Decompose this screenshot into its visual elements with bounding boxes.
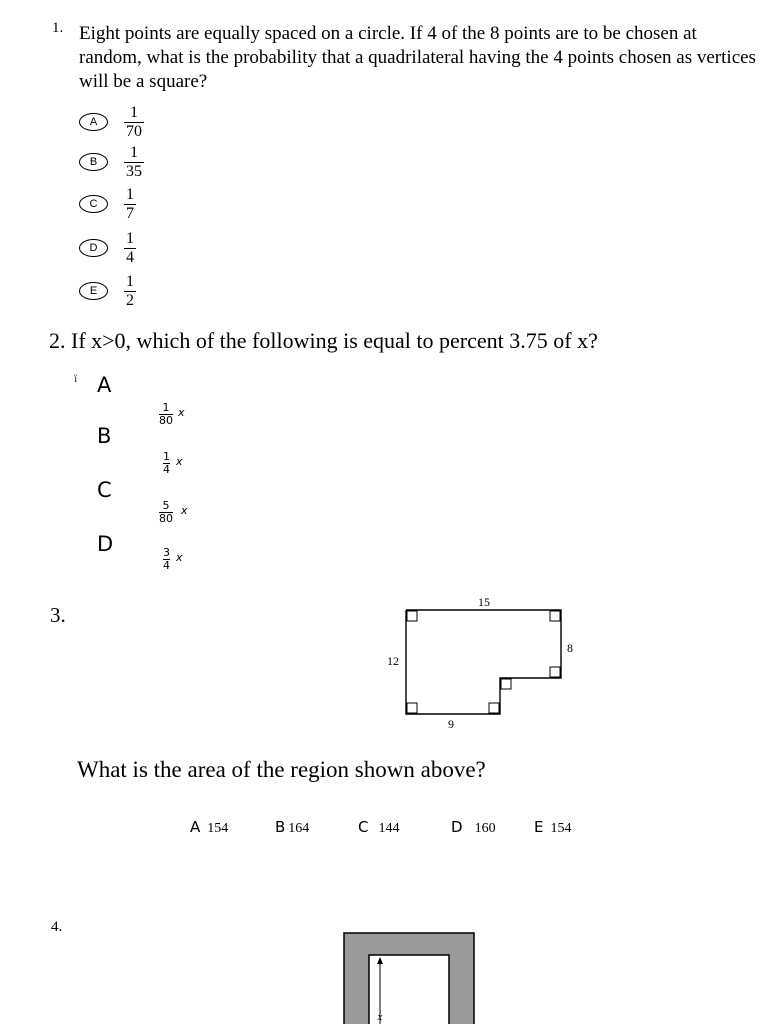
l-shaped-region-figure: [378, 590, 588, 730]
q2-option-d-fraction: 3 4 x: [163, 546, 183, 572]
q2-option-b-fraction: 1 4 x: [163, 450, 183, 476]
answer-bubble[interactable]: B: [79, 153, 108, 171]
q2-option-d-letter[interactable]: D: [97, 532, 114, 556]
q2-option-b-letter[interactable]: B: [97, 424, 112, 448]
q1-option-c[interactable]: [79, 186, 199, 226]
answer-bubble[interactable]: A: [79, 113, 108, 131]
region-outline: [406, 610, 561, 714]
question-4-number: 4.: [51, 919, 63, 935]
dimension-label: x: [377, 1011, 383, 1023]
question-2-text: 2. If x>0, which of the following is equal to percent 3.75 of x?: [49, 328, 598, 353]
q1-option-b[interactable]: [79, 144, 199, 184]
q3-choice-e[interactable]: E 154: [534, 818, 572, 836]
side-label-left: 12: [387, 654, 399, 668]
q2-option-c-letter[interactable]: C: [97, 478, 112, 502]
side-label-bottom: 9: [448, 717, 454, 730]
right-angle-marker: [407, 611, 417, 621]
stray-mark: ï: [74, 371, 78, 385]
frame-figure: [340, 930, 480, 1024]
q3-choice-b[interactable]: B 164: [275, 818, 310, 836]
fraction: $\frac{1}{2}$: [126, 273, 134, 309]
q1-option-d[interactable]: [79, 230, 199, 270]
answer-bubble[interactable]: E: [79, 282, 108, 300]
q2-option-a-letter[interactable]: A: [97, 373, 112, 397]
answer-bubble[interactable]: D: [79, 239, 108, 257]
side-label-top: 15: [478, 595, 490, 609]
fraction: $\frac{1}{70}$: [126, 104, 142, 140]
q1-option-a[interactable]: [79, 104, 199, 144]
right-angle-marker: [501, 679, 511, 689]
side-label-right: 8: [567, 641, 573, 655]
q3-choice-c[interactable]: C 144: [358, 818, 400, 836]
answer-bubble[interactable]: C: [79, 195, 108, 213]
right-angle-marker: [407, 703, 417, 713]
q1-option-e[interactable]: [79, 273, 199, 313]
q3-choice-d[interactable]: D 160: [451, 818, 496, 836]
fraction: $\frac{1}{4}$: [126, 230, 134, 266]
question-3-text: What is the area of the region shown above?: [77, 757, 486, 782]
right-angle-marker: [550, 667, 560, 677]
question-1-number: 1.: [52, 20, 64, 36]
fraction: $\frac{1}{35}$: [126, 144, 142, 180]
q2-option-c-fraction: 5 80 x: [159, 499, 188, 525]
right-angle-marker: [550, 611, 560, 621]
right-angle-marker: [489, 703, 499, 713]
question-3-number: 3.: [50, 603, 66, 627]
q2-option-a-fraction: 1 80 x: [159, 401, 185, 427]
question-1-text: Eight points are equally spaced on a circle. If 4 of the 8 points are to be chosen at random, what is the probability that a quadrilateral having the 4 points chosen as vertices will be a square?: [79, 23, 756, 92]
q3-choice-a[interactable]: A 154: [190, 818, 229, 836]
fraction: $\frac{1}{7}$: [126, 186, 134, 222]
